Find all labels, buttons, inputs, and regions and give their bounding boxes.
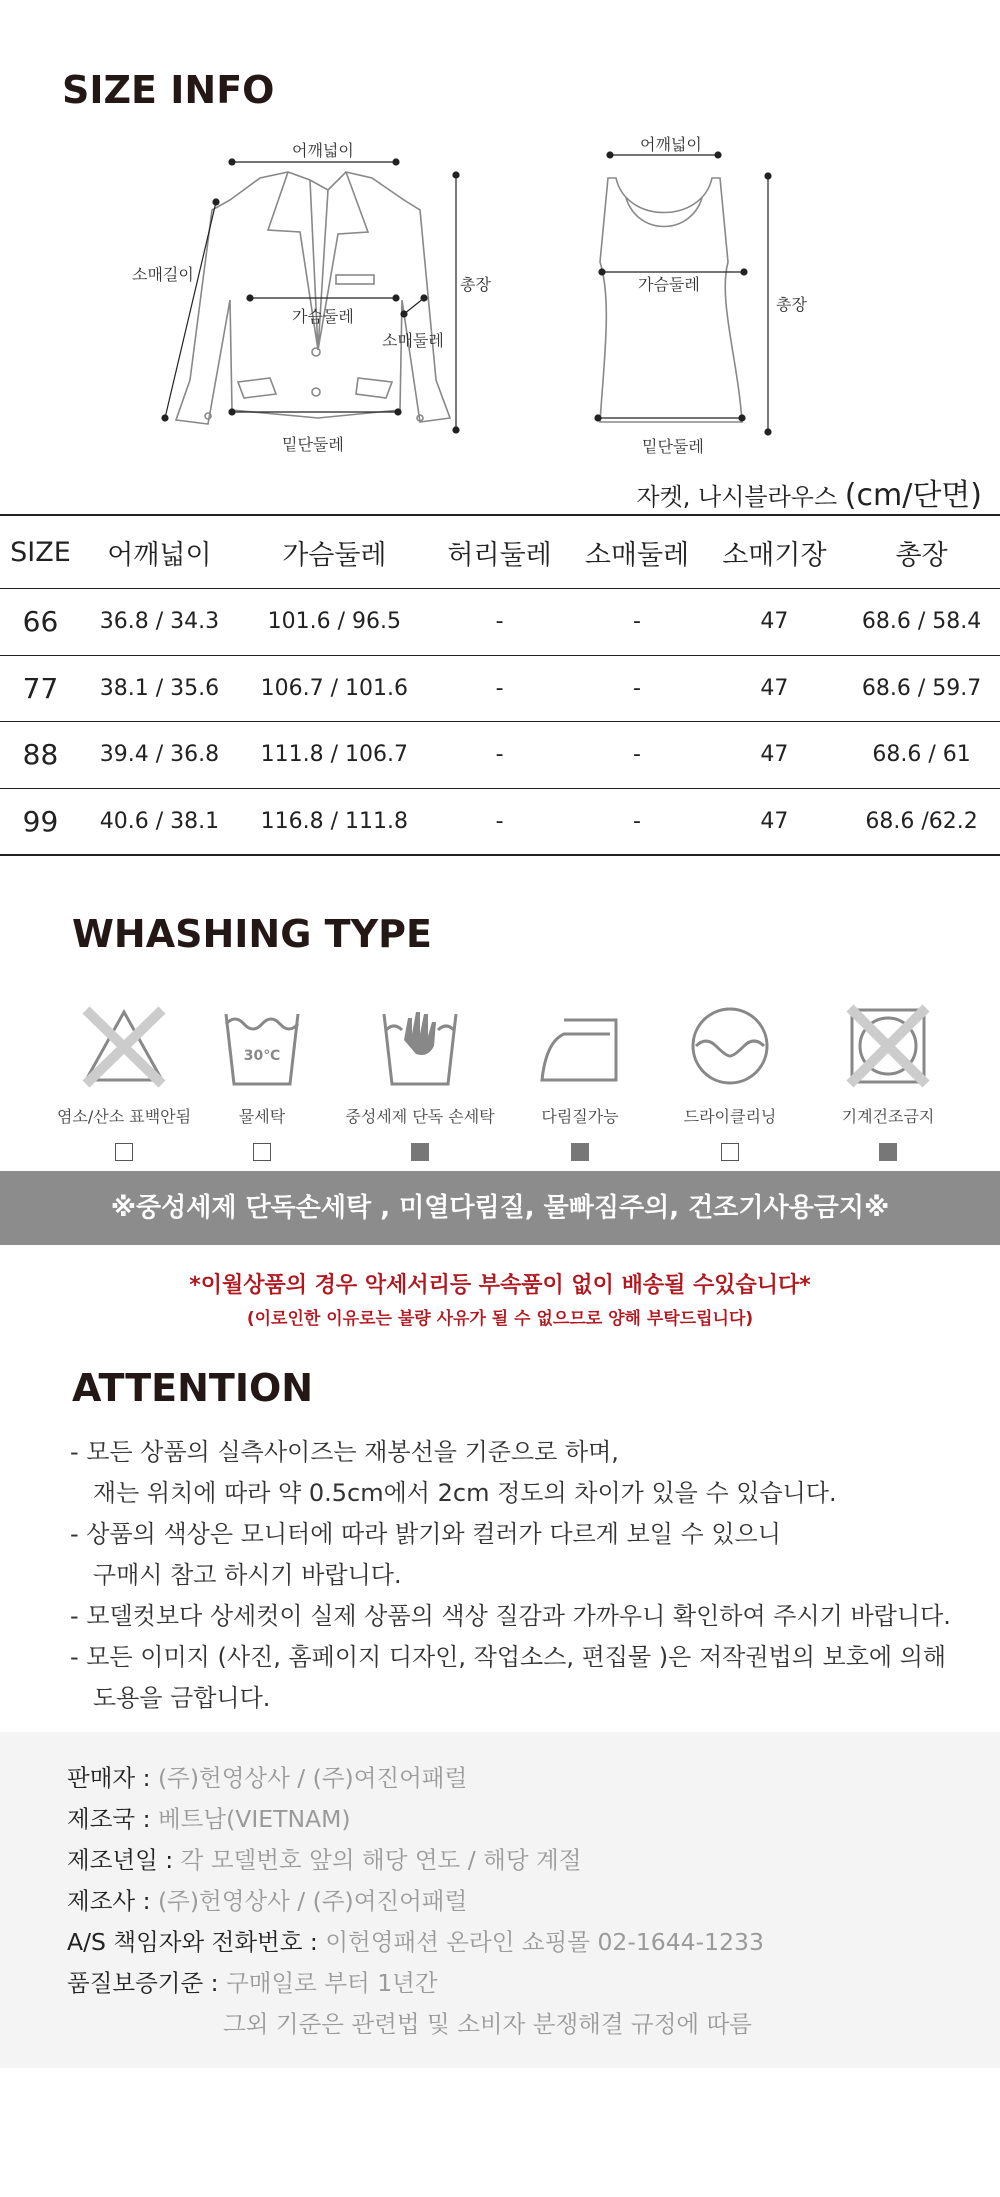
info-key: 제조국 : bbox=[67, 1805, 158, 1833]
info-row-seller bbox=[67, 1758, 764, 1799]
wash-checkbox bbox=[571, 1143, 589, 1161]
attention-line: - 모든 상품의 실측사이즈는 재봉선을 기준으로 하며, bbox=[70, 1438, 619, 1466]
wash-label: 드라이클리닝 bbox=[683, 1107, 777, 1126]
jacket-label-total-length: 총장 bbox=[460, 275, 491, 294]
washing-banner: ※중성세제 단독손세탁 , 미열다림질, 물빠짐주의, 건조기사용금지※ bbox=[0, 1171, 1000, 1245]
info-value: (주)헌영상사 / (주)여진어패럴 bbox=[157, 1887, 468, 1915]
attention-line: - 상품의 색상은 모니터에 따라 밝기와 컬러가 다르게 보일 수 있으니 bbox=[70, 1520, 781, 1548]
cell-sleeve-length: 47 bbox=[706, 722, 843, 789]
size-caption: 자켓, 나시블라우스 bbox=[636, 483, 838, 511]
cell-shoulder: 39.4 / 36.8 bbox=[81, 722, 238, 789]
cell-waist: - bbox=[431, 655, 568, 722]
cell-chest: 111.8 / 106.7 bbox=[238, 722, 431, 789]
cell-total-length: 68.6 / 61 bbox=[843, 722, 1000, 789]
wash-checkbox bbox=[879, 1143, 897, 1161]
info-value: 그외 기준은 관련법 및 소비자 분쟁해결 규정에 따름 bbox=[223, 2010, 753, 2038]
attention-title: ATTENTION bbox=[72, 1366, 314, 1410]
header-waist: 허리둘레 bbox=[431, 515, 568, 589]
cell-sleeve-length: 47 bbox=[706, 589, 843, 656]
blouse-label-hem: 밑단둘레 bbox=[642, 437, 704, 456]
header-size: SIZE bbox=[0, 515, 81, 589]
cell-total-length: 68.6 / 58.4 bbox=[843, 589, 1000, 656]
cell-size: 88 bbox=[0, 722, 81, 789]
wash-label: 중성세제 단독 손세탁 bbox=[345, 1107, 495, 1126]
no-tumble-dry-icon bbox=[842, 1000, 934, 1092]
notice-main: *이월상품의 경우 악세서리등 부속품이 없이 배송될 수있습니다* bbox=[189, 1273, 811, 1298]
blouse-label-shoulder: 어깨넓이 bbox=[640, 135, 702, 154]
wash-item-no-tumble-dry bbox=[808, 1000, 968, 1161]
cell-size: 99 bbox=[0, 788, 81, 855]
header-chest: 가슴둘레 bbox=[238, 515, 431, 589]
garment-diagram bbox=[0, 120, 1000, 460]
info-key: A/S 책임자와 전화번호 : bbox=[67, 1928, 326, 1956]
info-value: 각 모델번호 앞의 해당 연도 / 해당 계절 bbox=[180, 1846, 582, 1874]
cell-size: 66 bbox=[0, 589, 81, 656]
info-value: 이헌영패션 온라인 쇼핑몰 02-1644-1233 bbox=[325, 1928, 764, 1956]
wash-item-iron bbox=[500, 1000, 660, 1161]
machine-wash-30-icon bbox=[182, 1000, 342, 1096]
attention-list bbox=[70, 1432, 951, 1719]
wash-label: 기계건조금지 bbox=[841, 1107, 935, 1126]
blouse-label-chest: 가슴둘레 bbox=[638, 275, 700, 294]
cell-waist: - bbox=[431, 788, 568, 855]
jacket-label-hem: 밑단둘레 bbox=[282, 435, 344, 454]
info-row-manufacturer bbox=[67, 1881, 764, 1922]
dry-clean-icon bbox=[684, 1000, 776, 1092]
wash-item-hand-wash bbox=[340, 1000, 500, 1161]
cell-total-length: 68.6 /62.2 bbox=[843, 788, 1000, 855]
size-unit-caption bbox=[636, 470, 982, 514]
wash-label: 다림질가능 bbox=[541, 1107, 619, 1126]
header-total-length: 총장 bbox=[843, 515, 1000, 589]
cell-waist: - bbox=[431, 722, 568, 789]
cell-shoulder: 38.1 / 35.6 bbox=[81, 655, 238, 722]
no-bleach-icon bbox=[78, 1000, 170, 1092]
cell-chest: 116.8 / 111.8 bbox=[238, 788, 431, 855]
wash-checkbox bbox=[411, 1143, 429, 1161]
info-row-as-contact bbox=[67, 1922, 764, 1963]
cell-sleeve-width: - bbox=[568, 655, 705, 722]
cell-sleeve-length: 47 bbox=[706, 655, 843, 722]
table-row bbox=[0, 788, 1000, 855]
size-table bbox=[0, 514, 1000, 856]
cell-shoulder: 40.6 / 38.1 bbox=[81, 788, 238, 855]
product-info-box bbox=[0, 1732, 1000, 2068]
cell-waist: - bbox=[431, 589, 568, 656]
wash-checkbox bbox=[115, 1143, 133, 1161]
size-info-title: SIZE INFO bbox=[62, 68, 275, 112]
size-unit: (cm/단면) bbox=[844, 478, 982, 513]
attention-line: 재는 위치에 따라 약 0.5cm에서 2cm 정도의 차이가 있을 수 있습니다. bbox=[70, 1479, 837, 1507]
table-row bbox=[0, 589, 1000, 656]
info-key: 제조사 : bbox=[67, 1887, 158, 1915]
blouse-illustration bbox=[600, 178, 742, 422]
cell-sleeve-width: - bbox=[568, 589, 705, 656]
wash-item-water-wash bbox=[182, 1000, 342, 1161]
jacket-label-sleeve-length: 소매길이 bbox=[132, 265, 194, 284]
wash-item-dry-clean bbox=[650, 1000, 810, 1161]
attention-line: 도용을 금합니다. bbox=[70, 1684, 271, 1712]
cell-sleeve-width: - bbox=[568, 722, 705, 789]
info-value: (주)헌영상사 / (주)여진어패럴 bbox=[157, 1764, 468, 1792]
header-shoulder: 어깨넓이 bbox=[81, 515, 238, 589]
info-row-warranty bbox=[67, 1963, 764, 2004]
cell-sleeve-length: 47 bbox=[706, 788, 843, 855]
info-row-date bbox=[67, 1840, 764, 1881]
jacket-label-chest: 가슴둘레 bbox=[292, 307, 354, 326]
info-row-other bbox=[67, 2004, 764, 2045]
blouse-label-total-length: 총장 bbox=[776, 295, 807, 314]
info-key: 판매자 : bbox=[67, 1764, 158, 1792]
notice-sub: (이로인한 이유로는 불량 사유가 될 수 없으므로 양해 부탁드립니다) bbox=[246, 1309, 754, 1329]
size-table-header bbox=[0, 515, 1000, 589]
header-sleeve-length: 소매기장 bbox=[706, 515, 843, 589]
wash-label: 물세탁 bbox=[238, 1107, 286, 1126]
info-value: 구매일로 부터 1년간 bbox=[226, 1969, 438, 1997]
info-row-country bbox=[67, 1799, 764, 1840]
wash-item-no-bleach bbox=[44, 1000, 204, 1161]
jacket-label-shoulder: 어깨넓이 bbox=[292, 141, 354, 160]
info-key: 제조년일 : bbox=[67, 1846, 181, 1874]
hand-wash-icon bbox=[374, 1000, 466, 1092]
info-value: 베트남(VIETNAM) bbox=[157, 1805, 351, 1833]
cell-total-length: 68.6 / 59.7 bbox=[843, 655, 1000, 722]
iron-icon bbox=[534, 1000, 626, 1092]
attention-line: - 모든 이미지 (사진, 홈페이지 디자인, 작업소스, 편집물 )은 저작권법의 보호에 의해 bbox=[70, 1643, 947, 1671]
jacket-label-sleeve-width: 소매둘레 bbox=[382, 331, 444, 350]
attention-line: 구매시 참고 하시기 바랍니다. bbox=[70, 1561, 402, 1589]
wash-checkbox bbox=[721, 1143, 739, 1161]
header-sleeve-width: 소매둘레 bbox=[568, 515, 705, 589]
table-row bbox=[0, 655, 1000, 722]
info-key: 품질보증기준 : bbox=[67, 1969, 227, 1997]
washing-title: WHASHING TYPE bbox=[72, 912, 432, 956]
cell-sleeve-width: - bbox=[568, 788, 705, 855]
cell-chest: 106.7 / 101.6 bbox=[238, 655, 431, 722]
cell-size: 77 bbox=[0, 655, 81, 722]
cell-shoulder: 36.8 / 34.3 bbox=[81, 589, 238, 656]
attention-line: - 모델컷보다 상세컷이 실제 상품의 색상 질감과 가까우니 확인하여 주시기 바랍니다. bbox=[70, 1602, 951, 1630]
wash-label: 염소/산소 표백안됨 bbox=[56, 1107, 192, 1126]
cell-chest: 101.6 / 96.5 bbox=[238, 589, 431, 656]
table-row bbox=[0, 722, 1000, 789]
wash-checkbox bbox=[253, 1143, 271, 1161]
wash-temp: 30℃ bbox=[243, 1048, 281, 1064]
